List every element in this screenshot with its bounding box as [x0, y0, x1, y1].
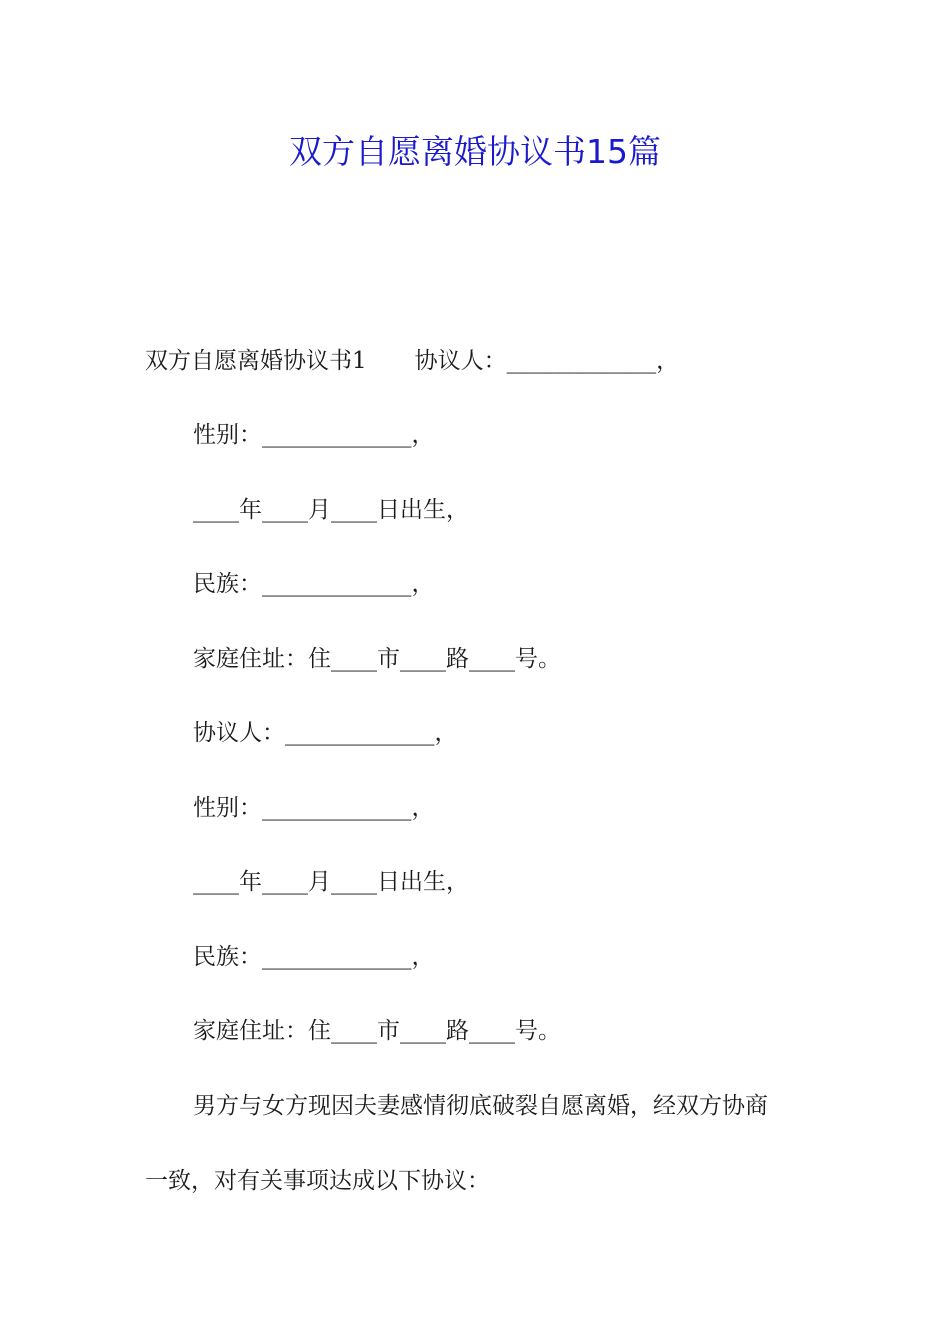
- ethnicity-field: 民族：_____________，: [193, 571, 435, 597]
- birth-date-field: ____年____月____日出生，: [193, 497, 469, 523]
- birth-date-field: ____年____月____日出生，: [193, 869, 469, 895]
- section-heading: 双方自愿离婚协议书1: [145, 348, 367, 374]
- address-field: 家庭住址：住____市____路____号。: [193, 1018, 561, 1044]
- address-field: 家庭住址：住____市____路____号。: [193, 646, 561, 672]
- party-field: 协议人：_____________，: [193, 720, 458, 746]
- party-field: 协议人：_____________，: [414, 348, 680, 374]
- paragraph-line: 男方与女方现因夫妻感情彻底破裂自愿离婚，经双方协商: [193, 1093, 768, 1119]
- heading-line: [145, 343, 679, 379]
- gender-field: 性别：_____________，: [193, 795, 435, 821]
- gender-field: 性别：_____________，: [193, 422, 435, 448]
- ethnicity-field: 民族：_____________，: [193, 944, 435, 970]
- document-title: 双方自愿离婚协议书15篇: [289, 132, 661, 171]
- paragraph-line: 一致，对有关事项达成以下协议：: [145, 1168, 490, 1194]
